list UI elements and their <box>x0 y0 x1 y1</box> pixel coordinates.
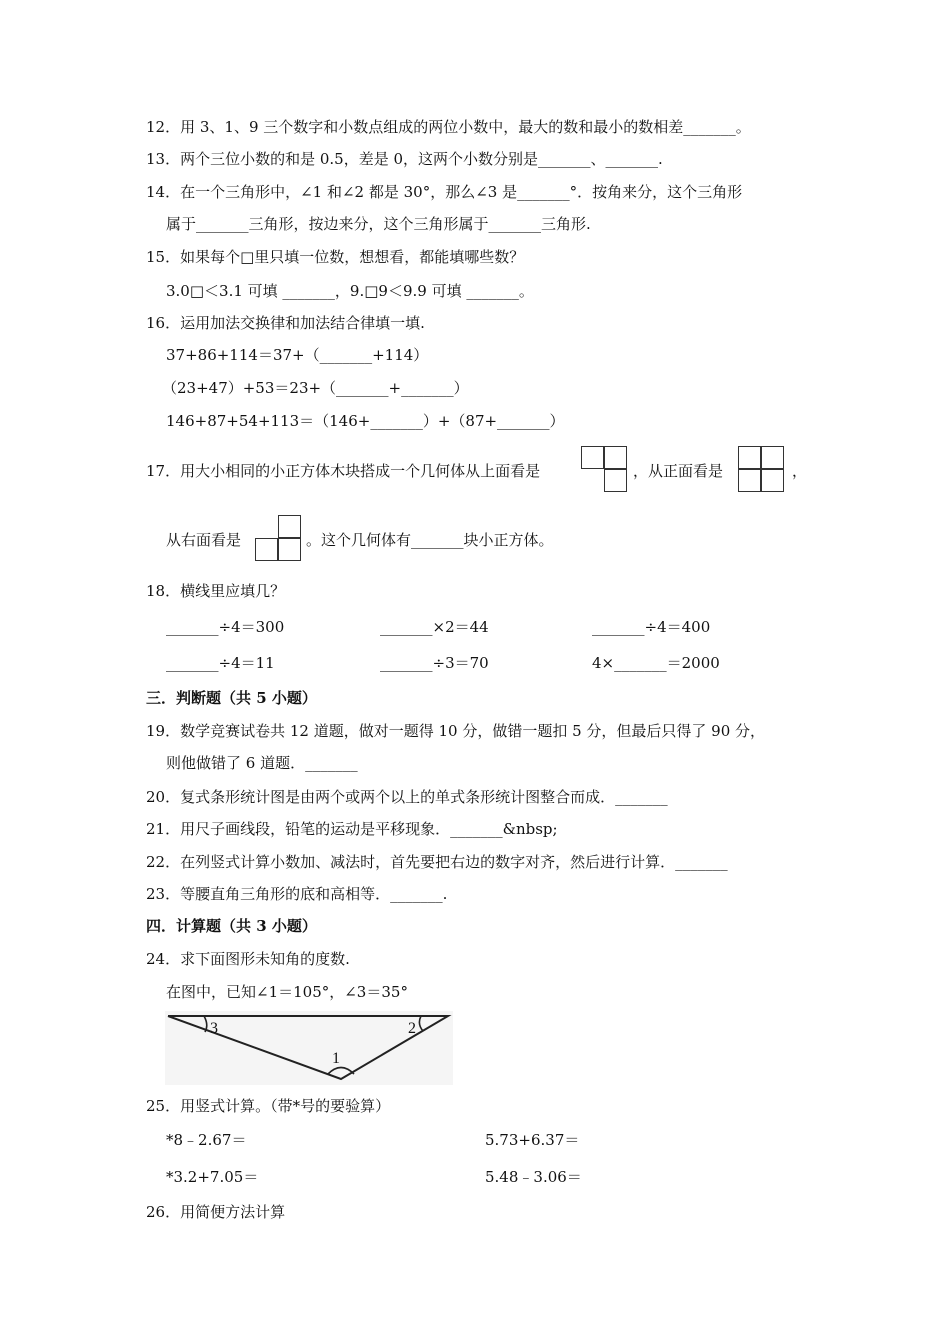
top-view-cell <box>604 446 627 469</box>
top-view-cell <box>581 446 604 469</box>
right-view-figure <box>255 515 305 565</box>
triangle-figure <box>165 1011 453 1085</box>
q16-line4: 146+87+54+113＝（146+_______）+（87+_______） <box>166 412 565 430</box>
q24-line2: 在图中，已知∠1＝105°，∠3＝35° <box>166 983 408 1001</box>
q18-r1c2: _______×2＝44 <box>380 618 489 636</box>
q25-r2c2: 5.48﹣3.06＝ <box>485 1168 582 1186</box>
q15-line2: 3.0□＜3.1 可填 _______，9.□9＜9.9 可填 _______。 <box>166 282 534 300</box>
q21: 21．用尺子画线段，铅笔的运动是平移现象．_______&nbsp; <box>146 820 558 838</box>
q25: 25．用竖式计算。（带*号的要验算） <box>146 1097 391 1115</box>
q25-r1c2: 5.73+6.37＝ <box>485 1131 580 1149</box>
q17-line2-end: 。这个几何体有_______块小正方体。 <box>306 531 554 549</box>
q22: 22．在列竖式计算小数加、减法时，首先要把右边的数字对齐，然后进行计算．_______ <box>146 853 728 871</box>
q25-r1c1: *8﹣2.67＝ <box>166 1131 247 1149</box>
top-view-cell <box>604 469 627 492</box>
q18-r1c3: _______÷4＝400 <box>592 618 711 636</box>
q23: 23．等腰直角三角形的底和高相等．_______. <box>146 885 448 903</box>
section-4-heading: 四．计算题（共 3 小题） <box>146 917 317 935</box>
q17-line2: 从右面看是 <box>166 531 242 549</box>
q26: 26．用简便方法计算 <box>146 1203 286 1221</box>
front-view-cell <box>738 469 761 492</box>
q16-line2: 37+86+114＝37+（_______+114） <box>166 346 429 364</box>
q20: 20．复式条形统计图是由两个或两个以上的单式条形统计图整合而成．_______ <box>146 788 668 806</box>
angle-2-label: 2 <box>408 1020 416 1037</box>
front-view-figure <box>738 446 788 496</box>
q12: 12．用 3、1、9 三个数字和小数点组成的两位小数中，最大的数和最小的数相差_______。 <box>146 118 751 136</box>
angle-1-label: 1 <box>332 1050 340 1067</box>
q14-line2: 属于_______三角形，按边来分，这个三角形属于_______三角形. <box>166 215 591 233</box>
right-view-cell <box>278 538 301 561</box>
q24-line1: 24．求下面图形未知角的度数. <box>146 950 350 968</box>
q14-line1: 14．在一个三角形中，∠1 和∠2 都是 30°，那么∠3 是_______°．按角来分，这个三角形 <box>146 183 743 201</box>
q17-comma: ， <box>792 462 808 480</box>
q19-line2: 则他做错了 6 道题．_______ <box>166 754 358 772</box>
q25-r2c1: *3.2+7.05＝ <box>166 1168 259 1186</box>
q16-line3: （23+47）+53＝23+（_______+_______） <box>162 379 469 397</box>
right-view-cell <box>255 538 278 561</box>
q15-line1: 15．如果每个□里只填一位数，想想看，都能填哪些数？ <box>146 248 525 266</box>
q13: 13．两个三位小数的和是 0.5，差是 0，这两个小数分别是_______、_______. <box>146 150 663 168</box>
q17-front-label: ，从正面看是 <box>633 462 724 480</box>
section-3-heading: 三．判断题（共 5 小题） <box>146 689 317 707</box>
q17-line1: 17．用大小相同的小正方体木块搭成一个几何体从上面看是 <box>146 462 541 480</box>
right-view-cell <box>278 515 301 538</box>
q18-r2c2: _______÷3＝70 <box>380 654 489 672</box>
angle-3-label: 3 <box>210 1020 218 1037</box>
front-view-cell <box>738 446 761 469</box>
q18-r2c3: 4×_______＝2000 <box>592 654 720 672</box>
q18-r2c1: _______÷4＝11 <box>166 654 275 672</box>
front-view-cell <box>761 469 784 492</box>
q18-r1c1: _______÷4＝300 <box>166 618 285 636</box>
q18: 18．横线里应填几？ <box>146 582 286 600</box>
top-view-figure <box>581 446 631 496</box>
q19-line1: 19．数学竞赛试卷共 12 道题，做对一题得 10 分，做错一题扣 5 分，但最后只得了 90 分， <box>146 722 766 740</box>
q16-line1: 16．运用加法交换律和加法结合律填一填. <box>146 314 425 332</box>
front-view-cell <box>761 446 784 469</box>
